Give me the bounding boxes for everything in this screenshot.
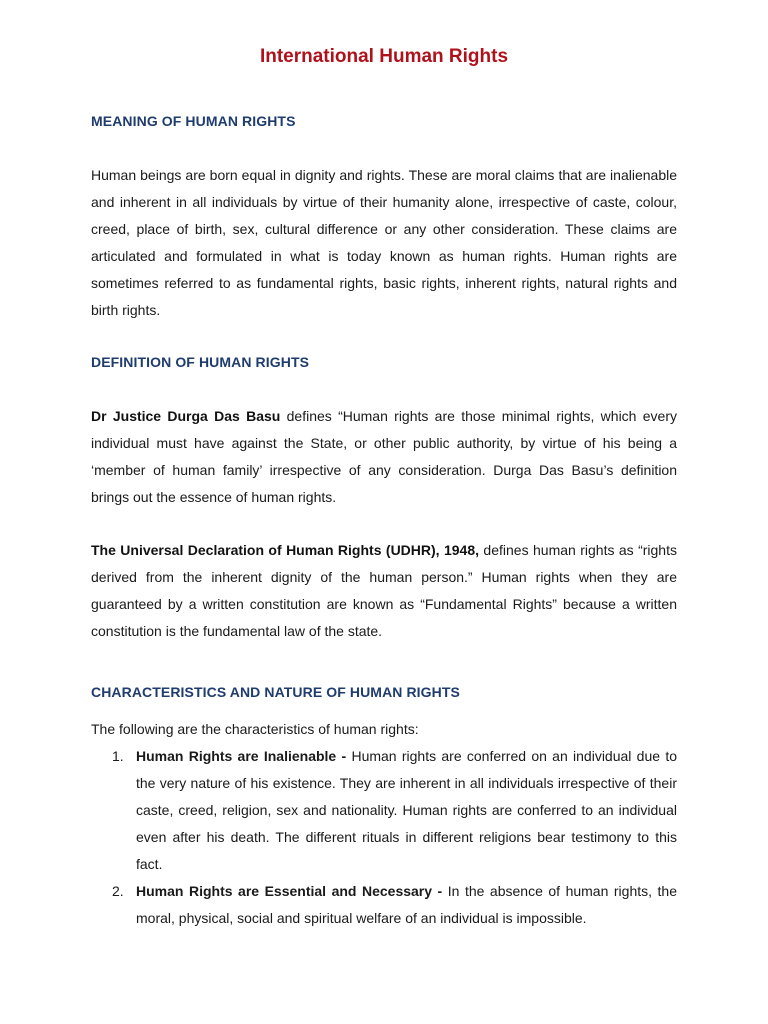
basu-name: Dr Justice Durga Das Basu	[91, 408, 281, 424]
list-item-title: Human Rights are Essential and Necessary -	[136, 883, 443, 899]
meaning-paragraph: Human beings are born equal in dignity and rights. These are moral claims that are inalienable and inherent in all individuals by virtue of their humanity alone, irrespective of caste, colour, creed, place of birth, sex, cultural difference or any other consideration. These claims are articulated and formulated in what is today known as human rights. Human rights are sometimes referred to as fundamental rights, basic rights, inherent rights, natural rights and birth rights.	[91, 167, 677, 318]
heading-characteristics: CHARACTERISTICS AND NATURE OF HUMAN RIGHTS	[91, 684, 460, 700]
basu-definition-text: defines “Human rights are those minimal rights, which every individual must have against the State, or other public authority, by virtue of his being a ‘member of human family’ irrespective of any consideration. Durga Das Basu’s definition brings out the essence of human rights.	[91, 408, 677, 505]
list-item-number: 1.	[112, 748, 124, 764]
heading-meaning: MEANING OF HUMAN RIGHTS	[91, 113, 296, 129]
list-item-text: Human rights are conferred on an individual due to the very nature of his existence. They are inherent in all individuals irrespective of their caste, creed, religion, sex and nationality. Human rights are conferred to an individual even after his death. The different rituals in different religions bear testimony to this fact.	[136, 748, 677, 872]
heading-definition: DEFINITION OF HUMAN RIGHTS	[91, 354, 310, 370]
list-item	[91, 743, 677, 878]
udhr-name: The Universal Declaration of Human Rights (UDHR), 1948,	[91, 542, 480, 558]
definition-paragraph-udhr	[91, 537, 677, 645]
characteristics-intro: The following are the characteristics of human rights:	[91, 721, 419, 737]
document-title: International Human Rights	[259, 46, 509, 67]
udhr-definition-text: defines human rights as “rights derived from the inherent dignity of the human person.” Human rights when they are guaranteed by a written constitution are known as “Fundamental Rights” because a written constitution is the fundamental law of the state.	[91, 542, 677, 639]
characteristics-list	[91, 743, 677, 932]
list-item-number: 2.	[112, 883, 124, 899]
list-item-text: In the absence of human rights, the moral, physical, social and spiritual welfare of an individual is impossible.	[136, 883, 677, 926]
list-item	[91, 878, 677, 932]
list-item-title: Human Rights are Inalienable -	[136, 748, 347, 764]
definition-paragraph-basu	[91, 403, 677, 511]
